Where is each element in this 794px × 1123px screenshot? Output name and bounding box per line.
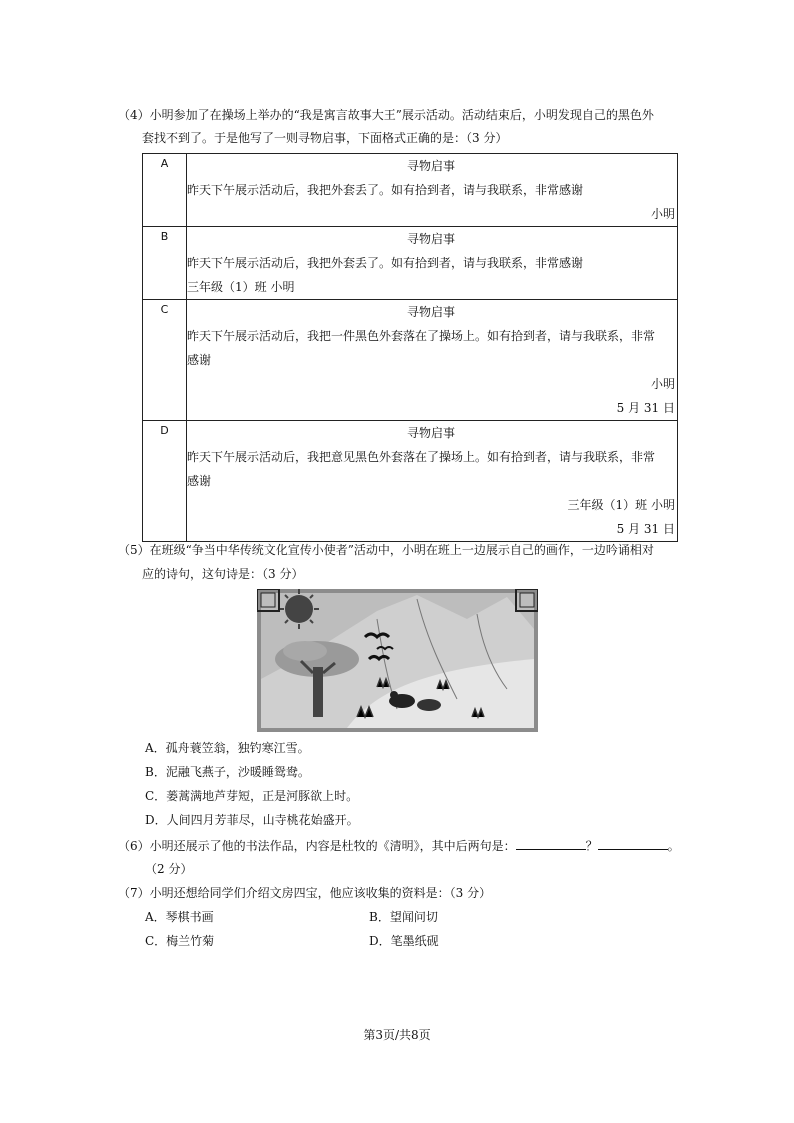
option-row-d [143, 421, 678, 542]
page-footer: 第3页/共8页 [363, 1028, 431, 1042]
notice-signature: 小明 [650, 377, 675, 391]
notice-title: 寻物启事 [406, 232, 455, 246]
option-row-b [143, 227, 678, 300]
notice-signature: 小明 [650, 207, 675, 221]
answer-blank-2[interactable] [598, 837, 668, 850]
q7-choice-d: D．笔墨纸砚 [369, 934, 439, 948]
student-painting-image [257, 589, 538, 732]
q4-stem-line2: 套找不到了。于是他写了一则寻物启事，下面格式正确的是：（3 分） [142, 131, 508, 145]
option-label: D [143, 421, 187, 542]
notice-body: 昨天下午展示活动后，我把意见黑色外套落在了操场上。如有拾到者，请与我联系，非常 [187, 450, 656, 464]
notice-body: 感谢 [187, 353, 212, 367]
option-label: C [143, 300, 187, 421]
notice-body: 昨天下午展示活动后，我把一件黑色外套落在了操场上。如有拾到者，请与我联系，非常 [187, 329, 656, 343]
answer-blank-1[interactable] [516, 837, 586, 850]
option-label: A [143, 154, 187, 227]
notice-signature: 三年级（1）班 小明 [187, 280, 295, 294]
q5-choice-d: D．人间四月芳菲尽，山寺桃花始盛开。 [145, 813, 359, 827]
notice-body: 昨天下午展示活动后，我把外套丢了。如有拾到者，请与我联系，非常感谢 [187, 256, 584, 270]
q4-stem-line1: （4）小明参加了在操场上举办的“我是寓言故事大王”展示活动。活动结束后，小明发现自己的黑色外 [118, 108, 654, 122]
q6-mid: ？ [585, 839, 598, 853]
option-content [187, 421, 678, 542]
option-content [187, 154, 678, 227]
q5-stem-line2: 应的诗句，这句诗是：（3 分） [142, 567, 304, 581]
q7-stem: （7）小明还想给同学们介绍文房四宝，他应该收集的资料是：（3 分） [118, 886, 492, 900]
notice-date: 5 月 31 日 [616, 522, 675, 536]
option-label: B [143, 227, 187, 300]
notice-date: 5 月 31 日 [616, 401, 675, 415]
option-row-a [143, 154, 678, 227]
q6-stem [118, 837, 680, 854]
q5-choice-c: C．蒌蒿满地芦芽短，正是河豚欲上时。 [145, 789, 359, 803]
q6-text: （6）小明还展示了他的书法作品，内容是杜牧的《清明》，其中后两句是： [118, 839, 516, 853]
q4-options-table [142, 153, 678, 542]
notice-body: 感谢 [187, 474, 212, 488]
q7-choice-c: C．梅兰竹菊 [145, 934, 215, 948]
option-content [187, 300, 678, 421]
q7-choice-a: A．琴棋书画 [145, 910, 214, 924]
q6-points: （2 分） [145, 862, 193, 876]
notice-title: 寻物启事 [406, 305, 455, 319]
q5-choice-b: B．泥融飞燕子，沙暖睡鸳鸯。 [145, 765, 310, 779]
q7-choice-b: B．望闻问切 [369, 910, 438, 924]
option-content [187, 227, 678, 300]
notice-body: 昨天下午展示活动后，我把外套丢了。如有拾到者，请与我联系，非常感谢 [187, 183, 584, 197]
notice-title: 寻物启事 [406, 426, 455, 440]
notice-title: 寻物启事 [406, 159, 455, 173]
q5-stem-line1: （5）在班级“争当中华传统文化宣传小使者”活动中，小明在班上一边展示自己的画作，一边吟诵相对 [118, 543, 654, 557]
notice-signature: 三年级（1）班 小明 [567, 498, 675, 512]
q6-end: 。 [667, 839, 680, 853]
option-row-c [143, 300, 678, 421]
q5-choice-a: A．孤舟蓑笠翁，独钓寒江雪。 [145, 741, 310, 755]
